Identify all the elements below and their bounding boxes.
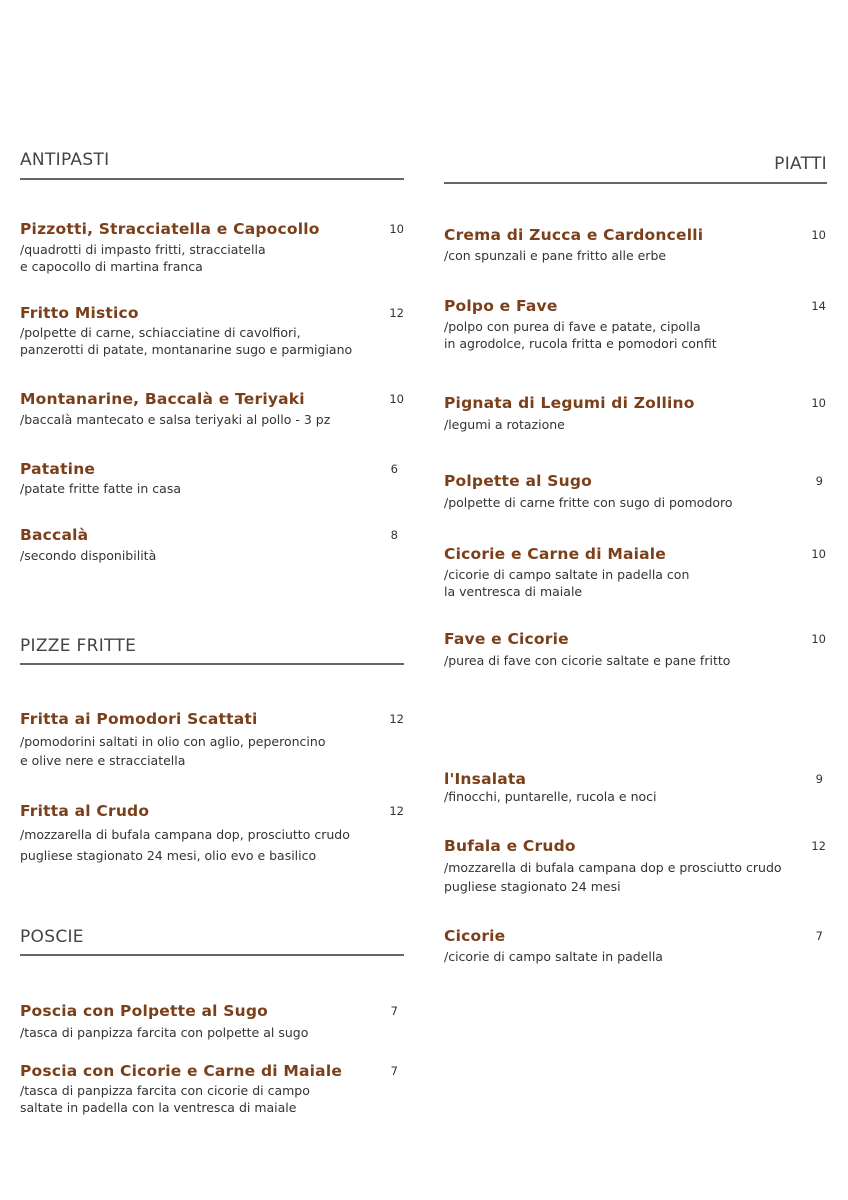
item-description: /tasca di panpizza farcita con cicorie di campo saltate in padella con la ventresca di maiale [20,1083,310,1115]
item-price: 9 [815,772,823,786]
item-description: /mozzarella di bufala campana dop, prosciutto crudo pugliese stagionato 24 mesi, olio evo e basilico [20,827,350,863]
item-name: Fritta ai Pomodori Scattati [20,710,258,728]
item-name: Fave e Cicorie [444,630,569,648]
section-title-piatti: PIATTI [774,154,827,174]
item-price: 12 [389,712,404,726]
item-price: 10 [389,392,404,406]
item-name: Polpette al Sugo [444,472,592,490]
item-description: /purea di fave con cicorie saltate e pane fritto [444,653,731,668]
item-price: 9 [815,474,823,488]
item-name: Pignata di Legumi di Zollino [444,394,695,412]
item-description: /patate fritte fatte in casa [20,481,182,496]
item-price: 10 [811,396,826,410]
item-description: /quadrotti di impasto fritti, stracciatella e capocollo di martina franca [20,242,266,274]
item-description: /pomodorini saltati in olio con aglio, peperoncino e olive nere e stracciatella [20,734,326,768]
item-name: Fritta al Crudo [20,802,150,820]
item-price: 14 [811,299,826,313]
item-name: Poscia con Polpette al Sugo [20,1002,269,1020]
item-description: /polpo con purea di fave e patate, cipolla in agrodolce, rucola fritta e pomodori confit [444,319,717,351]
section-title-poscie: POSCIE [20,927,84,947]
section-divider [20,178,404,180]
item-price: 7 [390,1064,398,1078]
item-description: /tasca di panpizza farcita con polpette al sugo [20,1025,309,1040]
item-name: Poscia con Cicorie e Carne di Maiale [20,1062,343,1080]
item-name: Montanarine, Baccalà e Teriyaki [20,390,305,408]
item-name: l'Insalata [444,770,527,788]
item-description: /polpette di carne, schiacciatine di cavolfiori, panzerotti di patate, montanarine sugo e parmigiano [20,325,353,357]
item-price: 10 [811,228,826,242]
item-description: /mozzarella di bufala campana dop e prosciutto crudo pugliese stagionato 24 mesi [444,860,782,894]
item-description: /cicorie di campo saltate in padella con la ventresca di maiale [444,567,690,599]
item-price: 6 [390,462,398,476]
item-price: 12 [389,804,404,818]
item-price: 10 [389,222,404,236]
item-price: 7 [390,1004,398,1018]
item-price: 7 [815,929,823,943]
item-description: /secondo disponibilità [20,548,157,563]
item-description: /cicorie di campo saltate in padella [444,949,663,964]
item-name: Baccalà [20,526,89,544]
section-title-pizze-fritte: PIZZE FRITTE [20,636,137,656]
section-divider [444,182,827,184]
item-name: Fritto Mistico [20,304,139,322]
item-price: 8 [390,528,398,542]
item-description: /baccalà mantecato e salsa teriyaki al pollo - 3 pz [20,412,331,427]
item-name: Crema di Zucca e Cardoncelli [444,226,704,244]
item-name: Cicorie e Carne di Maiale [444,545,667,563]
item-description: /finocchi, puntarelle, rucola e noci [444,789,657,804]
item-name: Bufala e Crudo [444,837,576,855]
section-divider [20,663,404,665]
section-title-antipasti: ANTIPASTI [20,150,110,170]
item-name: Cicorie [444,927,506,945]
item-name: Polpo e Fave [444,297,558,315]
item-description: /con spunzali e pane fritto alle erbe [444,248,667,263]
section-divider [20,954,404,956]
item-description: /legumi a rotazione [444,417,565,432]
item-price: 12 [811,839,826,853]
item-name: Patatine [20,460,96,478]
item-price: 12 [389,306,404,320]
item-price: 10 [811,632,826,646]
item-description: /polpette di carne fritte con sugo di pomodoro [444,495,733,510]
item-price: 10 [811,547,826,561]
item-name: Pizzotti, Stracciatella e Capocollo [20,220,320,238]
